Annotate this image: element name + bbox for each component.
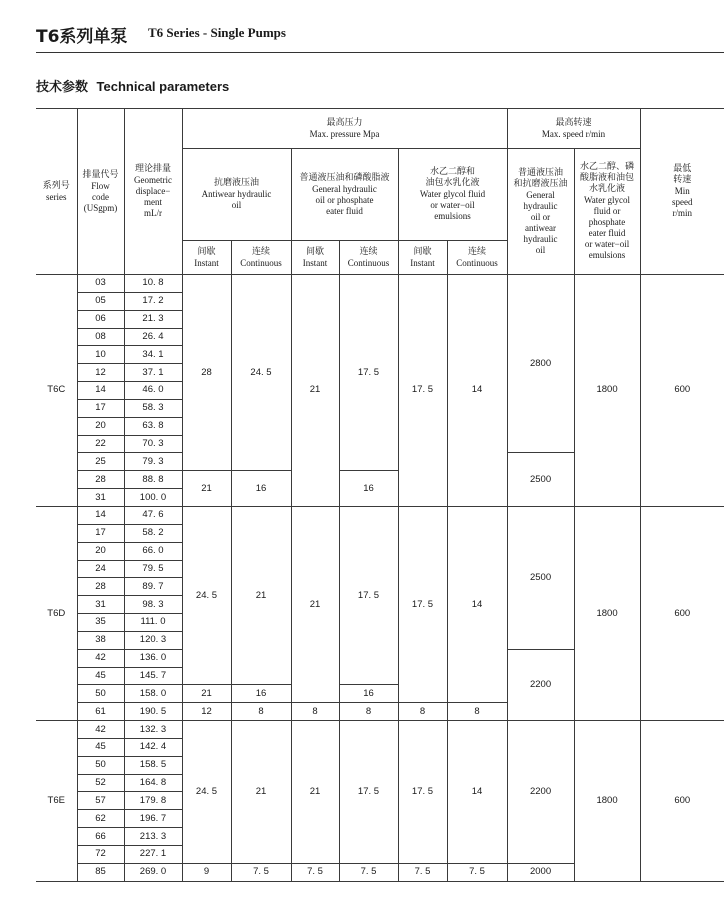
header-fluid-antiwear: 抗磨液压油 Antiwear hydraulic oil <box>182 149 291 241</box>
technical-parameters-table <box>36 108 724 882</box>
flow-code-cell: 22 <box>77 435 124 453</box>
header-continuous: 连续 Continuous <box>447 241 507 275</box>
flow-code-cell: 50 <box>77 756 124 774</box>
antiwear-continuous-cell: 24. 5 <box>231 275 291 471</box>
flow-code-cell: 35 <box>77 614 124 632</box>
flow-code-cell: 42 <box>77 649 124 667</box>
displacement-cell: 70. 3 <box>124 435 182 453</box>
flow-code-cell: 17 <box>77 524 124 542</box>
speed-general-cell: 2500 <box>507 453 574 507</box>
displacement-cell: 98. 3 <box>124 596 182 614</box>
flow-code-cell: 31 <box>77 596 124 614</box>
water-instant-cell: 17. 5 <box>398 275 447 507</box>
displacement-cell: 26. 4 <box>124 328 182 346</box>
antiwear-instant-cell: 21 <box>182 471 231 507</box>
displacement-cell: 79. 3 <box>124 453 182 471</box>
header-continuous: 连续 Continuous <box>231 241 291 275</box>
speed-water-cell: 1800 <box>574 275 640 507</box>
displacement-cell: 58. 2 <box>124 524 182 542</box>
antiwear-continuous-cell: 16 <box>231 471 291 507</box>
flow-code-cell: 06 <box>77 310 124 328</box>
displacement-cell: 88. 8 <box>124 471 182 489</box>
header-fluid-water-glycol: 水乙二醇和 油包水乳化液 Water glycol fluid or water−oil emulsions <box>398 149 507 241</box>
water-instant-cell: 8 <box>398 703 447 721</box>
speed-general-cell: 2000 <box>507 863 574 881</box>
flow-code-cell: 28 <box>77 471 124 489</box>
displacement-cell: 58. 3 <box>124 399 182 417</box>
flow-code-cell: 20 <box>77 417 124 435</box>
general-continuous-cell: 17. 5 <box>339 275 398 471</box>
displacement-cell: 17. 2 <box>124 292 182 310</box>
header-fluid-general: 普通液压油和磷酸脂液 General hydraulic oil or phosphate eater fluid <box>291 149 398 241</box>
general-continuous-cell: 8 <box>339 703 398 721</box>
header-min-speed: 最低 转速 Min speed r/min <box>640 109 724 275</box>
page-title-cn: T6系列单泵 <box>36 27 128 47</box>
antiwear-instant-cell: 24. 5 <box>182 506 231 684</box>
page-header <box>36 20 724 50</box>
header-speed-water: 水乙二醇、磷 酸脂液和油包 水乳化液 Water glycol fluid or phosphate eater fluid or water−oil emulsions <box>574 149 640 275</box>
series-label: T6E <box>36 721 77 882</box>
general-instant-cell: 21 <box>291 506 339 702</box>
section-title-cn: 技术参数 <box>36 80 89 95</box>
speed-water-cell: 1800 <box>574 506 640 720</box>
general-continuous-cell: 17. 5 <box>339 721 398 864</box>
displacement-cell: 196. 7 <box>124 810 182 828</box>
water-continuous-cell: 14 <box>447 506 507 702</box>
flow-code-cell: 31 <box>77 489 124 507</box>
header-instant: 间歇 Instant <box>182 241 231 275</box>
displacement-cell: 158. 0 <box>124 685 182 703</box>
antiwear-instant-cell: 28 <box>182 275 231 471</box>
general-instant-cell: 8 <box>291 703 339 721</box>
flow-code-cell: 85 <box>77 863 124 881</box>
min-speed-cell: 600 <box>640 721 724 882</box>
header-max-speed: 最高转速 Max. speed r/min <box>507 109 640 149</box>
water-instant-cell: 7. 5 <box>398 863 447 881</box>
displacement-cell: 142. 4 <box>124 738 182 756</box>
header-instant: 间歇 Instant <box>398 241 447 275</box>
general-continuous-cell: 16 <box>339 471 398 507</box>
header-continuous: 连续 Continuous <box>339 241 398 275</box>
min-speed-cell: 600 <box>640 275 724 507</box>
table-row <box>36 506 724 524</box>
antiwear-instant-cell: 21 <box>182 685 231 703</box>
antiwear-instant-cell: 12 <box>182 703 231 721</box>
flow-code-cell: 42 <box>77 721 124 739</box>
header-speed-general: 普通液压油 和抗磨液压油 General hydraulic oil or antiwear hydraulic oil <box>507 149 574 275</box>
series-label: T6C <box>36 275 77 507</box>
flow-code-cell: 50 <box>77 685 124 703</box>
displacement-cell: 213. 3 <box>124 828 182 846</box>
flow-code-cell: 12 <box>77 364 124 382</box>
antiwear-continuous-cell: 8 <box>231 703 291 721</box>
displacement-cell: 111. 0 <box>124 614 182 632</box>
water-continuous-cell: 8 <box>447 703 507 721</box>
water-continuous-cell: 14 <box>447 721 507 864</box>
antiwear-continuous-cell: 16 <box>231 685 291 703</box>
flow-code-cell: 14 <box>77 506 124 524</box>
antiwear-instant-cell: 24. 5 <box>182 721 231 864</box>
section-title-en: Technical parameters <box>96 79 230 94</box>
antiwear-instant-cell: 9 <box>182 863 231 881</box>
flow-code-cell: 25 <box>77 453 124 471</box>
flow-code-cell: 45 <box>77 738 124 756</box>
series-label: T6D <box>36 506 77 720</box>
water-instant-cell: 17. 5 <box>398 506 447 702</box>
flow-code-cell: 08 <box>77 328 124 346</box>
flow-code-cell: 66 <box>77 828 124 846</box>
antiwear-continuous-cell: 21 <box>231 721 291 864</box>
antiwear-continuous-cell: 7. 5 <box>231 863 291 881</box>
general-instant-cell: 21 <box>291 721 339 864</box>
displacement-cell: 179. 8 <box>124 792 182 810</box>
general-instant-cell: 21 <box>291 275 339 507</box>
displacement-cell: 63. 8 <box>124 417 182 435</box>
min-speed-cell: 600 <box>640 506 724 720</box>
displacement-cell: 21. 3 <box>124 310 182 328</box>
flow-code-cell: 38 <box>77 631 124 649</box>
speed-water-cell: 1800 <box>574 721 640 882</box>
displacement-cell: 136. 0 <box>124 649 182 667</box>
general-continuous-cell: 7. 5 <box>339 863 398 881</box>
title-divider <box>36 52 724 53</box>
header-flow-code: 排量代号 Flow code (USgpm) <box>77 109 124 275</box>
displacement-cell: 132. 3 <box>124 721 182 739</box>
flow-code-cell: 52 <box>77 774 124 792</box>
speed-general-cell: 2200 <box>507 721 574 864</box>
flow-code-cell: 28 <box>77 578 124 596</box>
displacement-cell: 164. 8 <box>124 774 182 792</box>
displacement-cell: 89. 7 <box>124 578 182 596</box>
header-series: 系列号 series <box>36 109 77 275</box>
water-continuous-cell: 7. 5 <box>447 863 507 881</box>
displacement-cell: 10. 8 <box>124 275 182 293</box>
displacement-cell: 66. 0 <box>124 542 182 560</box>
displacement-cell: 37. 1 <box>124 364 182 382</box>
displacement-cell: 120. 3 <box>124 631 182 649</box>
displacement-cell: 269. 0 <box>124 863 182 881</box>
displacement-cell: 145. 7 <box>124 667 182 685</box>
antiwear-continuous-cell: 21 <box>231 506 291 684</box>
water-instant-cell: 17. 5 <box>398 721 447 864</box>
speed-general-cell: 2200 <box>507 649 574 720</box>
flow-code-cell: 03 <box>77 275 124 293</box>
header-displacement: 理论排量 Geometric displace− ment mL/r <box>124 109 182 275</box>
flow-code-cell: 10 <box>77 346 124 364</box>
page-title-en: T6 Series - Single Pumps <box>148 25 286 40</box>
flow-code-cell: 20 <box>77 542 124 560</box>
flow-code-cell: 24 <box>77 560 124 578</box>
flow-code-cell: 17 <box>77 399 124 417</box>
flow-code-cell: 61 <box>77 703 124 721</box>
displacement-cell: 47. 6 <box>124 506 182 524</box>
header-instant: 间歇 Instant <box>291 241 339 275</box>
displacement-cell: 158. 5 <box>124 756 182 774</box>
section-heading <box>36 76 229 95</box>
flow-code-cell: 62 <box>77 810 124 828</box>
flow-code-cell: 72 <box>77 846 124 864</box>
displacement-cell: 79. 5 <box>124 560 182 578</box>
header-max-pressure: 最高压力 Max. pressure Mpa <box>182 109 507 149</box>
flow-code-cell: 45 <box>77 667 124 685</box>
displacement-cell: 100. 0 <box>124 489 182 507</box>
speed-general-cell: 2800 <box>507 275 574 453</box>
general-continuous-cell: 16 <box>339 685 398 703</box>
displacement-cell: 34. 1 <box>124 346 182 364</box>
flow-code-cell: 05 <box>77 292 124 310</box>
flow-code-cell: 14 <box>77 382 124 400</box>
general-continuous-cell: 17. 5 <box>339 506 398 684</box>
table-row <box>36 721 724 739</box>
displacement-cell: 46. 0 <box>124 382 182 400</box>
speed-general-cell: 2500 <box>507 506 574 649</box>
flow-code-cell: 57 <box>77 792 124 810</box>
water-continuous-cell: 14 <box>447 275 507 507</box>
table-row <box>36 275 724 293</box>
general-instant-cell: 7. 5 <box>291 863 339 881</box>
displacement-cell: 227. 1 <box>124 846 182 864</box>
displacement-cell: 190. 5 <box>124 703 182 721</box>
